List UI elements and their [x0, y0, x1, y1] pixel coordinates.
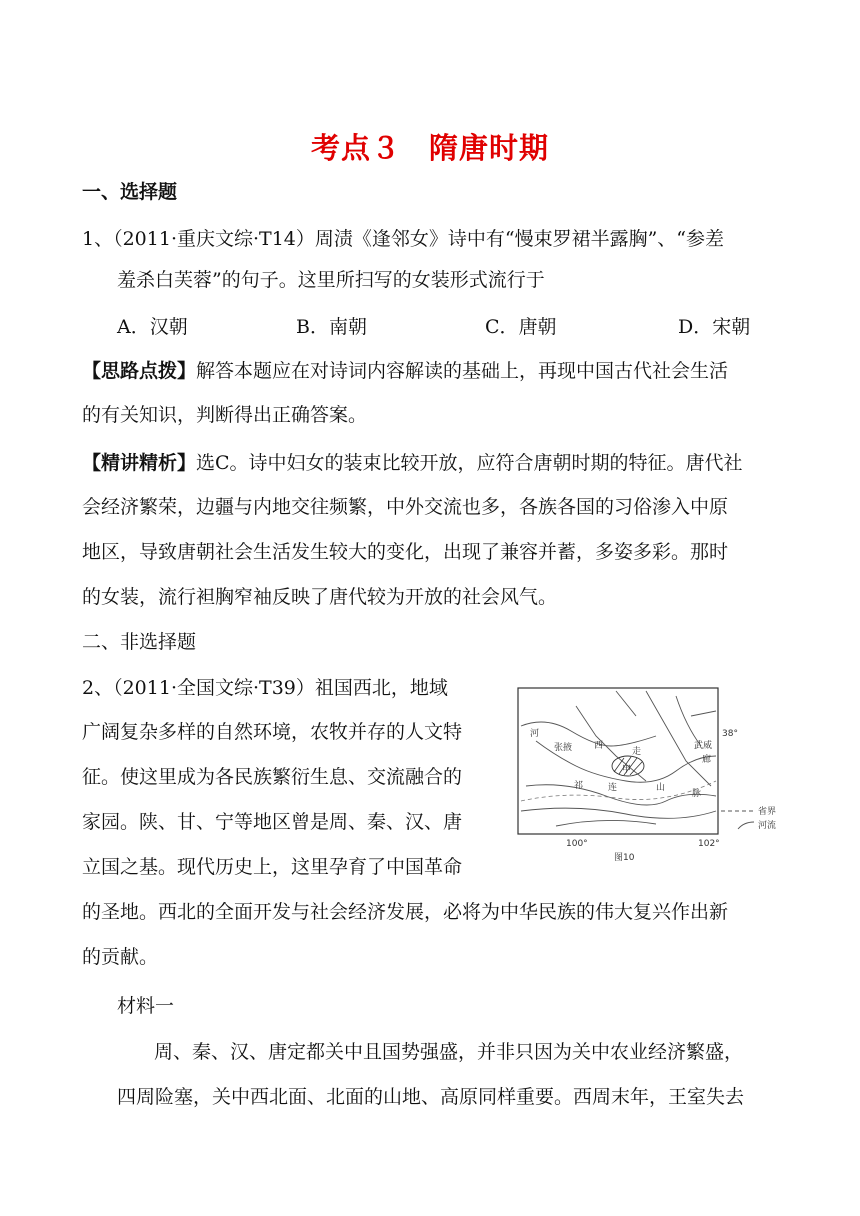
- material-label: 材料一: [117, 995, 175, 1017]
- map-caption: 图10: [614, 853, 635, 863]
- map-label-xi: 西: [594, 741, 604, 751]
- map-label-zou: 走: [632, 747, 642, 757]
- map-label-qi: 祁: [574, 781, 584, 791]
- map-legend-river-label: 河流: [758, 821, 777, 831]
- title-part1: 考点３: [310, 131, 401, 165]
- map-label-lang: 廊: [702, 755, 712, 765]
- hint-label: 【思路点拨】: [82, 360, 197, 382]
- option-c: C．唐朝: [485, 316, 557, 338]
- analysis-line4: 的女装，流行袒胸窄袖反映了唐代较为开放的社会风气。: [82, 586, 558, 608]
- map-label-mai: 脉: [692, 789, 702, 799]
- q2-line6: 的圣地。西北的全面开发与社会经济发展，必将为中华民族的伟大复兴作出新: [82, 901, 729, 923]
- analysis-label: 【精讲精析】: [82, 452, 197, 474]
- analysis-line2: 会经济繁荣，边疆与内地交往频繁，中外交流也多，各族各国的习俗渗入中原: [82, 496, 729, 518]
- q2-line7: 的贡献。: [82, 946, 159, 968]
- map-label-wuwei: 武威: [694, 741, 713, 751]
- section2-heading: 二、非选择题: [82, 631, 197, 653]
- material-line2: 四周险塞，关中西北面、北面的山地、高原同样重要。西周末年，王室失去: [117, 1086, 745, 1108]
- page-title: [0, 126, 860, 167]
- map-figure-10: [516, 686, 792, 864]
- map-lat-label: 38°: [722, 729, 738, 739]
- analysis-line1: [82, 451, 743, 475]
- title-part2: 隋唐时期: [429, 131, 550, 165]
- analysis-text: 选C。诗中妇女的装束比较开放，应符合唐朝时期的特征。唐代社: [196, 452, 743, 474]
- map-label-jia: 甲: [622, 765, 632, 775]
- map-lon1-label: 100°: [566, 839, 588, 849]
- q2-line1: 2、（2011·全国文综·T39）祖国西北，地域: [82, 677, 448, 699]
- material-line1: 周、秦、汉、唐定都关中且国势强盛，并非只因为关中农业经济繁盛，: [154, 1041, 744, 1063]
- map-label-shan: 山: [656, 783, 666, 793]
- map-legend-boundary-label: 省界: [758, 807, 777, 817]
- hint-line1: [82, 359, 728, 383]
- option-a: A．汉朝: [117, 316, 188, 338]
- map-label-lian: 连: [608, 783, 618, 793]
- analysis-line3: 地区，导致唐朝社会生活发生较大的变化，出现了兼容并蓄，多姿多彩。那时: [82, 541, 729, 563]
- hint-text: 解答本题应在对诗词内容解读的基础上，再现中国古代社会生活: [196, 360, 729, 382]
- map-label-he: 河: [530, 729, 540, 739]
- q2-line3: 征。使这里成为各民族繁衍生息、交流融合的: [82, 766, 463, 788]
- map-legend-river-symbol: [738, 822, 754, 829]
- map-label-zhangye: 张掖: [554, 743, 573, 753]
- map-lon2-label: 102°: [698, 839, 720, 849]
- section1-heading: 一、选择题: [82, 181, 178, 203]
- q2-line5: 立国之基。现代历史上，这里孕育了中国革命: [82, 856, 463, 878]
- option-b: B．南朝: [296, 316, 367, 338]
- option-d: D．宋朝: [678, 316, 751, 338]
- q1-line1: 1、（2011·重庆文综·T14）周渍《逢邻女》诗中有“慢束罗裙半露胸”、“参差: [82, 228, 725, 250]
- q2-line2: 广阔复杂多样的自然环境，农牧并存的人文特: [82, 721, 463, 743]
- q2-line4: 家园。陕、甘、宁等地区曾是周、秦、汉、唐: [82, 811, 463, 833]
- q1-line2: 羞杀白芙蓉”的句子。这里所扫写的女装形式流行于: [117, 269, 545, 291]
- hint-line2: 的有关知识，判断得出正确答案。: [82, 404, 368, 426]
